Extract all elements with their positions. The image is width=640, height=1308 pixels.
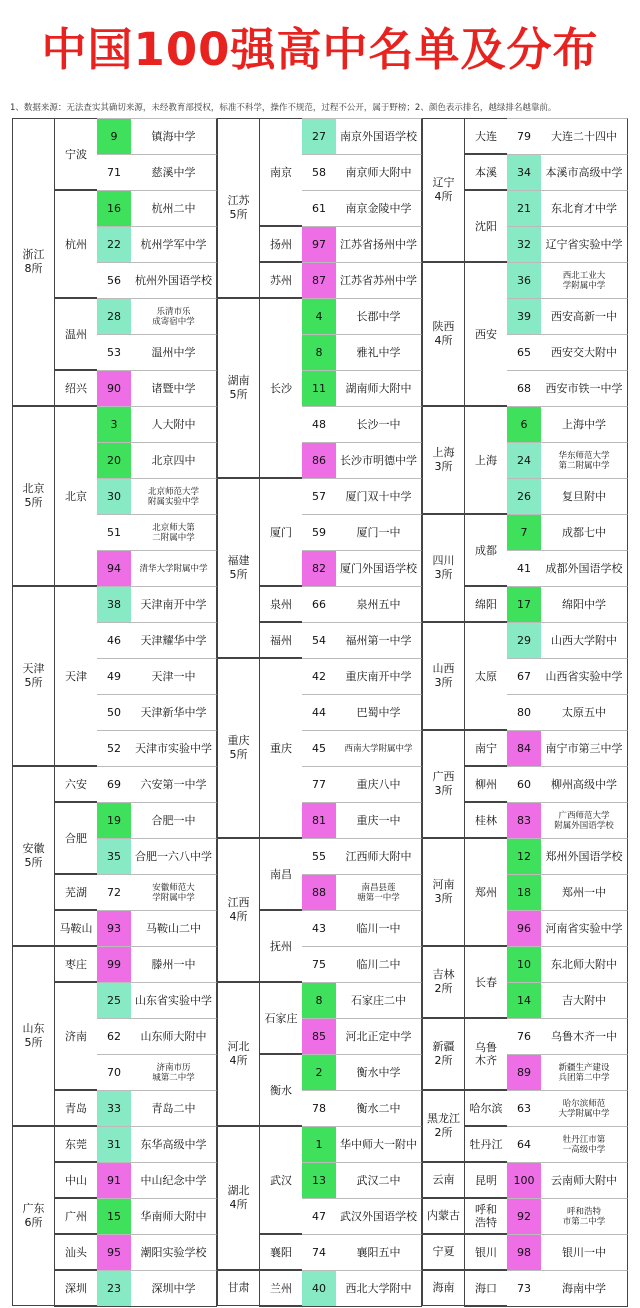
rank-cell: 46 [97, 622, 131, 658]
province-cell: 广东 6所 [12, 1126, 54, 1306]
city-cell: 襄阳 [259, 1234, 302, 1270]
city-cell: 合肥 [54, 802, 97, 874]
city-cell: 长沙 [259, 298, 302, 478]
data-source-note: 1、数据来源：无法查实其确切来源，未经教育部授权，标准不科学，操作不规范，过程不公开，属于野榜；2、颜色表示排名，越绿排名越靠前。 [10, 103, 557, 113]
city-cell: 重庆 [259, 658, 302, 838]
rank-cell: 99 [97, 946, 131, 982]
city-cell: 苏州 [259, 262, 302, 298]
rank-cell: 82 [302, 550, 336, 586]
rank-cell: 42 [302, 658, 336, 694]
rank-cell: 28 [97, 298, 131, 334]
school-name: 武汉外国语学校 [336, 1198, 422, 1234]
school-name: 山西大学附中 [541, 622, 628, 658]
school-name: 西北大学附中 [336, 1270, 422, 1306]
city-cell: 银川 [464, 1234, 507, 1270]
rank-cell: 1 [302, 1126, 336, 1162]
school-name: 本溪市高级中学 [541, 154, 628, 190]
school-name: 南京金陵中学 [336, 190, 422, 226]
province-cell: 湖北 4所 [217, 1126, 259, 1270]
table-column [12, 118, 217, 1308]
city-cell: 抚州 [259, 910, 302, 982]
province-cell: 内蒙古 [422, 1198, 464, 1234]
rank-cell: 17 [507, 586, 541, 622]
school-name: 华中师大一附中 [336, 1126, 422, 1162]
school-name: 天津南开中学 [131, 586, 217, 622]
province-cell: 四川 3所 [422, 514, 464, 622]
rank-cell: 95 [97, 1234, 131, 1270]
city-cell: 厦门 [259, 478, 302, 586]
school-name: 泉州五中 [336, 586, 422, 622]
rank-cell: 57 [302, 478, 336, 514]
province-cell: 河北 4所 [217, 982, 259, 1126]
province-cell: 江苏 5所 [217, 118, 259, 298]
school-name: 乌鲁木齐一中 [541, 1018, 628, 1054]
rank-cell: 66 [302, 586, 336, 622]
province-cell: 广西 3所 [422, 730, 464, 838]
rank-cell: 58 [302, 154, 336, 190]
school-name: 厦门一中 [336, 514, 422, 550]
school-name: 清华大学附属中学 [131, 550, 217, 586]
rank-cell: 20 [97, 442, 131, 478]
school-name: 郑州一中 [541, 874, 628, 910]
rank-cell: 68 [507, 370, 541, 406]
rank-cell: 52 [97, 730, 131, 766]
city-cell: 六安 [54, 766, 97, 802]
city-cell: 温州 [54, 298, 97, 370]
school-name: 长沙市明德中学 [336, 442, 422, 478]
city-cell: 宁波 [54, 118, 97, 190]
rank-cell: 14 [507, 982, 541, 1018]
rank-cell: 49 [97, 658, 131, 694]
city-cell: 上海 [464, 406, 507, 514]
rank-cell: 10 [507, 946, 541, 982]
school-name: 重庆一中 [336, 802, 422, 838]
rank-cell: 16 [97, 190, 131, 226]
school-name: 大连二十四中 [541, 118, 628, 154]
city-cell: 海口 [464, 1270, 507, 1306]
rank-cell: 78 [302, 1090, 336, 1126]
school-name: 江苏省苏州中学 [336, 262, 422, 298]
school-name: 临川一中 [336, 910, 422, 946]
city-cell: 昆明 [464, 1162, 507, 1198]
city-cell: 深圳 [54, 1270, 97, 1306]
rank-cell: 24 [507, 442, 541, 478]
rank-cell: 65 [507, 334, 541, 370]
city-cell: 呼和 浩特 [464, 1198, 507, 1234]
school-name: 西安高新一中 [541, 298, 628, 334]
rank-cell: 32 [507, 226, 541, 262]
rank-cell: 2 [302, 1054, 336, 1090]
city-cell: 天津 [54, 586, 97, 766]
rank-cell: 97 [302, 226, 336, 262]
school-name: 衡水中学 [336, 1054, 422, 1090]
city-cell: 南京 [259, 118, 302, 226]
rank-cell: 4 [302, 298, 336, 334]
rank-cell: 89 [507, 1054, 541, 1090]
province-cell: 辽宁 4所 [422, 118, 464, 262]
school-name: 河北正定中学 [336, 1018, 422, 1054]
table-column [217, 118, 422, 1308]
city-cell: 杭州 [54, 190, 97, 298]
rank-cell: 88 [302, 874, 336, 910]
school-name: 青岛二中 [131, 1090, 217, 1126]
rank-cell: 41 [507, 550, 541, 586]
school-name: 石家庄二中 [336, 982, 422, 1018]
rank-cell: 60 [507, 766, 541, 802]
school-name: 郑州外国语学校 [541, 838, 628, 874]
school-name: 吉大附中 [541, 982, 628, 1018]
school-name: 云南师大附中 [541, 1162, 628, 1198]
school-name: 衡水二中 [336, 1090, 422, 1126]
rank-cell: 39 [507, 298, 541, 334]
rank-cell: 54 [302, 622, 336, 658]
rank-cell: 29 [507, 622, 541, 658]
province-cell: 安徽 5所 [12, 766, 54, 946]
rank-cell: 13 [302, 1162, 336, 1198]
rank-cell: 63 [507, 1090, 541, 1126]
province-cell: 吉林 2所 [422, 946, 464, 1018]
rank-cell: 38 [97, 586, 131, 622]
rank-cell: 62 [97, 1018, 131, 1054]
rank-cell: 8 [302, 982, 336, 1018]
rank-cell: 77 [302, 766, 336, 802]
school-name: 天津市实验中学 [131, 730, 217, 766]
school-name: 柳州高级中学 [541, 766, 628, 802]
school-name: 辽宁省实验中学 [541, 226, 628, 262]
school-name: 雅礼中学 [336, 334, 422, 370]
province-separator [259, 1306, 422, 1307]
city-cell: 西安 [464, 262, 507, 406]
rank-cell: 36 [507, 262, 541, 298]
rank-cell: 100 [507, 1162, 541, 1198]
school-name: 六安第一中学 [131, 766, 217, 802]
rank-cell: 80 [507, 694, 541, 730]
city-cell: 石家庄 [259, 982, 302, 1054]
rank-cell: 92 [507, 1198, 541, 1234]
rank-cell: 9 [97, 118, 131, 154]
school-name: 长沙一中 [336, 406, 422, 442]
rank-cell: 15 [97, 1198, 131, 1234]
school-name: 东北师大附中 [541, 946, 628, 982]
rank-cell: 67 [507, 658, 541, 694]
school-name: 华南师大附中 [131, 1198, 217, 1234]
city-cell: 济南 [54, 982, 97, 1090]
rank-cell: 47 [302, 1198, 336, 1234]
city-cell: 成都 [464, 514, 507, 586]
school-name: 天津新华中学 [131, 694, 217, 730]
school-name: 中山纪念中学 [131, 1162, 217, 1198]
rank-cell: 45 [302, 730, 336, 766]
school-name: 山东省实验中学 [131, 982, 217, 1018]
school-name: 杭州学军中学 [131, 226, 217, 262]
school-name: 西南大学附属中学 [336, 730, 422, 766]
rank-cell: 93 [97, 910, 131, 946]
school-name: 山西省实验中学 [541, 658, 628, 694]
ranking-table [12, 118, 628, 1308]
province-cell: 北京 5所 [12, 406, 54, 586]
rank-cell: 87 [302, 262, 336, 298]
rank-cell: 22 [97, 226, 131, 262]
city-cell: 太原 [464, 622, 507, 730]
province-cell: 甘肃 [217, 1270, 259, 1306]
school-name: 新疆生产建设 兵团第二中学 [541, 1054, 628, 1090]
rank-cell: 90 [97, 370, 131, 406]
school-name: 江苏省扬州中学 [336, 226, 422, 262]
rank-cell: 74 [302, 1234, 336, 1270]
school-name: 镇海中学 [131, 118, 217, 154]
city-cell: 绍兴 [54, 370, 97, 406]
page-title: 中国100强高中名单及分布 [41, 23, 599, 76]
rank-cell: 11 [302, 370, 336, 406]
city-cell: 南宁 [464, 730, 507, 766]
rank-cell: 48 [302, 406, 336, 442]
rank-cell: 7 [507, 514, 541, 550]
school-name: 银川一中 [541, 1234, 628, 1270]
school-name: 南京师大附中 [336, 154, 422, 190]
city-cell: 马鞍山 [54, 910, 97, 946]
school-name: 华东师范大学 第二附属中学 [541, 442, 628, 478]
rank-cell: 31 [97, 1126, 131, 1162]
school-name: 复旦附中 [541, 478, 628, 514]
rank-cell: 96 [507, 910, 541, 946]
rank-cell: 59 [302, 514, 336, 550]
rank-cell: 21 [507, 190, 541, 226]
province-cell: 上海 3所 [422, 406, 464, 514]
school-name: 东华高级中学 [131, 1126, 217, 1162]
province-cell: 山东 5所 [12, 946, 54, 1126]
table-column [422, 118, 628, 1308]
school-name: 诸暨中学 [131, 370, 217, 406]
rank-cell: 83 [507, 802, 541, 838]
city-cell: 枣庄 [54, 946, 97, 982]
province-cell: 河南 3所 [422, 838, 464, 946]
school-name: 厦门外国语学校 [336, 550, 422, 586]
school-name: 马鞍山二中 [131, 910, 217, 946]
province-cell: 山西 3所 [422, 622, 464, 730]
school-name: 山东师大附中 [131, 1018, 217, 1054]
school-name: 乐清市乐 成寄宿中学 [131, 298, 217, 334]
school-name: 人大附中 [131, 406, 217, 442]
rank-cell: 75 [302, 946, 336, 982]
rank-cell: 33 [97, 1090, 131, 1126]
province-cell: 云南 [422, 1162, 464, 1198]
school-name: 北京师范大学 附属实验中学 [131, 478, 217, 514]
rank-cell: 26 [507, 478, 541, 514]
school-name: 襄阳五中 [336, 1234, 422, 1270]
city-cell: 绵阳 [464, 586, 507, 622]
school-name: 广西师范大学 附属外国语学校 [541, 802, 628, 838]
school-name: 厦门双十中学 [336, 478, 422, 514]
school-name: 慈溪中学 [131, 154, 217, 190]
city-cell: 柳州 [464, 766, 507, 802]
school-name: 济南市历 城第二中学 [131, 1054, 217, 1090]
rank-cell: 86 [302, 442, 336, 478]
rank-cell: 50 [97, 694, 131, 730]
city-cell: 郑州 [464, 838, 507, 946]
city-cell: 扬州 [259, 226, 302, 262]
city-cell: 桂林 [464, 802, 507, 838]
city-cell: 芜湖 [54, 874, 97, 910]
school-name: 天津一中 [131, 658, 217, 694]
city-cell: 广州 [54, 1198, 97, 1234]
rank-cell: 76 [507, 1018, 541, 1054]
rank-cell: 91 [97, 1162, 131, 1198]
province-cell: 宁夏 [422, 1234, 464, 1270]
school-name: 江西师大附中 [336, 838, 422, 874]
province-cell: 浙江 8所 [12, 118, 54, 406]
rank-cell: 18 [507, 874, 541, 910]
school-name: 东北育才中学 [541, 190, 628, 226]
province-cell: 湖南 5所 [217, 298, 259, 478]
rank-cell: 56 [97, 262, 131, 298]
school-name: 西安市铁一中学 [541, 370, 628, 406]
rank-cell: 40 [302, 1270, 336, 1306]
rank-cell: 79 [507, 118, 541, 154]
rank-cell: 98 [507, 1234, 541, 1270]
school-name: 天津耀华中学 [131, 622, 217, 658]
school-name: 牡丹江市第 一高级中学 [541, 1126, 628, 1162]
school-name: 合肥一六八中学 [131, 838, 217, 874]
school-name: 哈尔滨师范 大学附属中学 [541, 1090, 628, 1126]
city-cell: 大连 [464, 118, 507, 154]
school-name: 南京外国语学校 [336, 118, 422, 154]
school-name: 滕州一中 [131, 946, 217, 982]
rank-cell: 27 [302, 118, 336, 154]
rank-cell: 30 [97, 478, 131, 514]
city-cell: 衡水 [259, 1054, 302, 1126]
rank-cell: 94 [97, 550, 131, 586]
rank-cell: 35 [97, 838, 131, 874]
school-name: 太原五中 [541, 694, 628, 730]
province-cell: 重庆 5所 [217, 658, 259, 838]
city-cell: 东莞 [54, 1126, 97, 1162]
city-cell: 长春 [464, 946, 507, 1018]
province-cell: 天津 5所 [12, 586, 54, 766]
school-name: 杭州外国语学校 [131, 262, 217, 298]
school-name: 重庆八中 [336, 766, 422, 802]
school-name: 河南省实验中学 [541, 910, 628, 946]
province-cell: 黑龙江 2所 [422, 1090, 464, 1162]
province-cell: 江西 4所 [217, 838, 259, 982]
school-name: 深圳中学 [131, 1270, 217, 1306]
school-name: 西安交大附中 [541, 334, 628, 370]
school-name: 巴蜀中学 [336, 694, 422, 730]
school-name: 南昌县莲 塘第一中学 [336, 874, 422, 910]
rank-cell: 84 [507, 730, 541, 766]
school-name: 重庆南开中学 [336, 658, 422, 694]
rank-cell: 81 [302, 802, 336, 838]
rank-cell: 85 [302, 1018, 336, 1054]
school-name: 合肥一中 [131, 802, 217, 838]
rank-cell: 61 [302, 190, 336, 226]
school-name: 成都七中 [541, 514, 628, 550]
city-cell: 乌鲁 木齐 [464, 1018, 507, 1090]
rank-cell: 25 [97, 982, 131, 1018]
school-name: 长郡中学 [336, 298, 422, 334]
city-cell: 泉州 [259, 586, 302, 622]
province-cell: 福建 5所 [217, 478, 259, 658]
province-cell: 新疆 2所 [422, 1018, 464, 1090]
rank-cell: 23 [97, 1270, 131, 1306]
school-name: 西北工业大 学附属中学 [541, 262, 628, 298]
rank-cell: 69 [97, 766, 131, 802]
school-name: 湖南师大附中 [336, 370, 422, 406]
rank-cell: 19 [97, 802, 131, 838]
rank-cell: 71 [97, 154, 131, 190]
rank-cell: 6 [507, 406, 541, 442]
rank-cell: 12 [507, 838, 541, 874]
rank-cell: 3 [97, 406, 131, 442]
rank-cell: 43 [302, 910, 336, 946]
rank-cell: 51 [97, 514, 131, 550]
school-name: 福州第一中学 [336, 622, 422, 658]
city-cell: 中山 [54, 1162, 97, 1198]
rank-cell: 34 [507, 154, 541, 190]
rank-cell: 73 [507, 1270, 541, 1306]
city-cell: 武汉 [259, 1126, 302, 1234]
school-name: 海南中学 [541, 1270, 628, 1306]
rank-cell: 53 [97, 334, 131, 370]
city-cell: 兰州 [259, 1270, 302, 1306]
city-cell: 哈尔滨 [464, 1090, 507, 1126]
school-name: 呼和浩特 市第二中学 [541, 1198, 628, 1234]
province-separator [54, 1306, 217, 1307]
city-cell: 沈阳 [464, 190, 507, 262]
school-name: 临川二中 [336, 946, 422, 982]
rank-cell: 72 [97, 874, 131, 910]
school-name: 北京四中 [131, 442, 217, 478]
rank-cell: 55 [302, 838, 336, 874]
city-cell: 南昌 [259, 838, 302, 910]
school-name: 温州中学 [131, 334, 217, 370]
school-name: 绵阳中学 [541, 586, 628, 622]
city-cell: 北京 [54, 406, 97, 586]
city-cell: 青岛 [54, 1090, 97, 1126]
city-cell: 本溪 [464, 154, 507, 190]
city-cell: 福州 [259, 622, 302, 658]
school-name: 武汉二中 [336, 1162, 422, 1198]
school-name: 成都外国语学校 [541, 550, 628, 586]
province-separator [464, 1306, 628, 1307]
rank-cell: 8 [302, 334, 336, 370]
city-cell: 牡丹江 [464, 1126, 507, 1162]
school-name: 上海中学 [541, 406, 628, 442]
rank-cell: 64 [507, 1126, 541, 1162]
rank-cell: 70 [97, 1054, 131, 1090]
province-cell: 陕西 4所 [422, 262, 464, 406]
school-name: 潮阳实验学校 [131, 1234, 217, 1270]
province-cell: 海南 [422, 1270, 464, 1306]
city-cell: 汕头 [54, 1234, 97, 1270]
school-name: 安徽师范大 学附属中学 [131, 874, 217, 910]
rank-cell: 44 [302, 694, 336, 730]
school-name: 杭州二中 [131, 190, 217, 226]
school-name: 北京师大第 二附属中学 [131, 514, 217, 550]
school-name: 南宁市第三中学 [541, 730, 628, 766]
